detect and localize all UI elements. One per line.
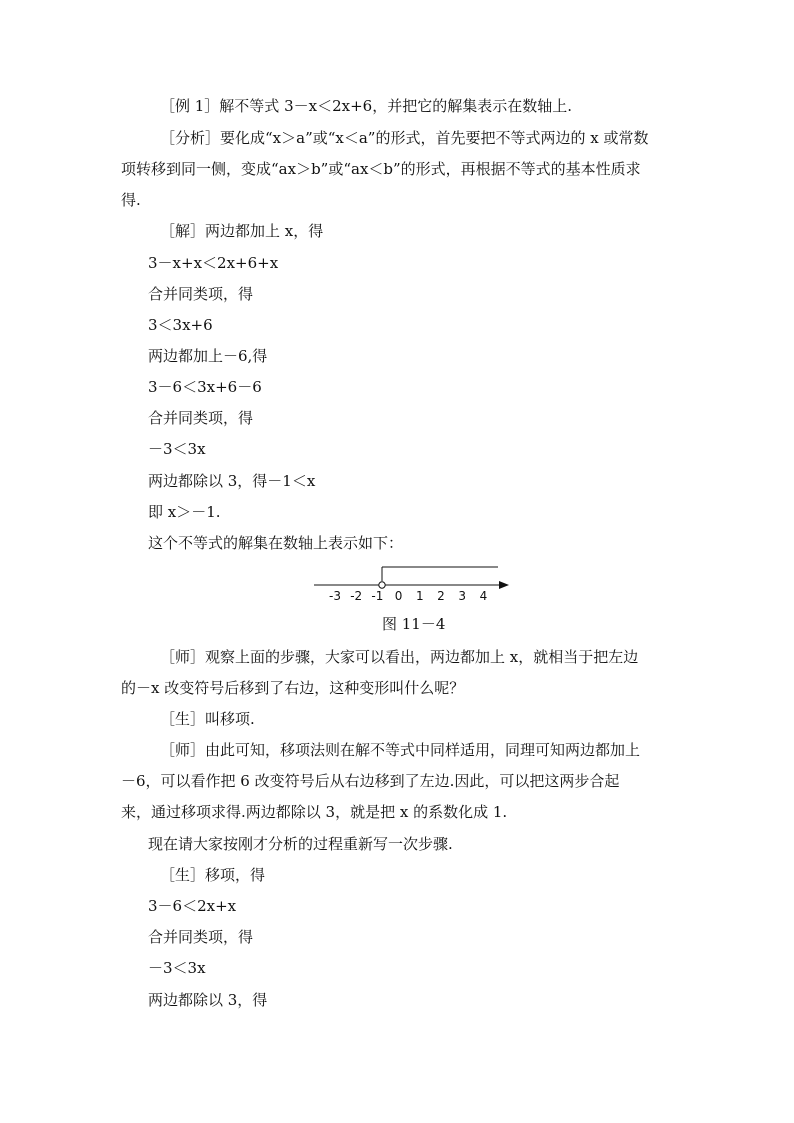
tick-label: -2 — [350, 589, 363, 603]
number-line-figure — [312, 563, 522, 603]
tick-label: 1 — [415, 589, 424, 603]
instruction-line: 现在请大家按刚才分析的过程重新写一次步骤. — [148, 835, 453, 853]
math-step: 3－6＜2x+x — [148, 897, 237, 915]
analysis-line-3: 得. — [121, 191, 141, 209]
math-step: 3－x+x＜2x+6+x — [148, 254, 279, 272]
text-step: 合并同类项，得 — [148, 285, 254, 303]
teacher-line-3: ［师］由此可知，移项法则在解不等式中同样适用，同理可知两边都加上 — [160, 741, 641, 759]
text-step: 合并同类项，得 — [148, 928, 254, 946]
student-line: ［生］叫移项. — [160, 710, 255, 728]
tick-label: -3 — [329, 589, 341, 603]
number-line-svg — [312, 563, 522, 603]
text-step: 两边都除以 3，得－1＜x — [148, 472, 316, 490]
student-line: ［生］移项，得 — [160, 866, 266, 884]
arrow-icon — [499, 581, 509, 589]
tick-label: -1 — [371, 589, 384, 603]
tick-label: 4 — [479, 589, 488, 603]
math-step: －3＜3x — [148, 440, 206, 458]
example-line: ［例 1］解不等式 3－x＜2x+6，并把它的解集表示在数轴上. — [160, 97, 572, 115]
text-step: 这个不等式的解集在数轴上表示如下： — [148, 534, 404, 552]
text-step: 两边都除以 3，得 — [148, 991, 268, 1009]
teacher-line-4: －6，可以看作把 6 改变符号后从右边移到了左边.因此，可以把这两步合起 — [121, 772, 620, 790]
text-step: 两边都加上－6,得 — [148, 347, 268, 365]
tick-label: 0 — [394, 589, 403, 603]
tick-label: 3 — [458, 589, 467, 603]
analysis-line-1: ［分析］要化成“x＞a”或“x＜a”的形式，首先要把不等式两边的 x 或常数 — [160, 129, 649, 147]
math-step: 3－6＜3x+6－6 — [148, 378, 262, 396]
math-step: －3＜3x — [148, 959, 206, 977]
teacher-line-5: 来，通过移项求得.两边都除以 3，就是把 x 的系数化成 1. — [121, 803, 508, 821]
teacher-line-1: ［师］观察上面的步骤，大家可以看出，两边都加上 x，就相当于把左边 — [160, 648, 639, 666]
math-step: 即 x＞－1. — [148, 503, 221, 521]
teacher-line-2: 的－x 改变符号后移到了右边，这种变形叫什么呢？ — [121, 679, 465, 697]
open-point-icon — [379, 582, 385, 588]
math-step: 3＜3x+6 — [148, 316, 213, 334]
figure-caption: 图 11－4 — [382, 615, 446, 633]
tick-label: 2 — [437, 589, 445, 603]
solution-line: ［解］两边都加上 x，得 — [160, 222, 324, 240]
text-step: 合并同类项，得 — [148, 409, 254, 427]
analysis-line-2: 项转移到同一侧，变成“ax＞b”或“ax＜b”的形式，再根据不等式的基本性质求 — [121, 160, 641, 178]
